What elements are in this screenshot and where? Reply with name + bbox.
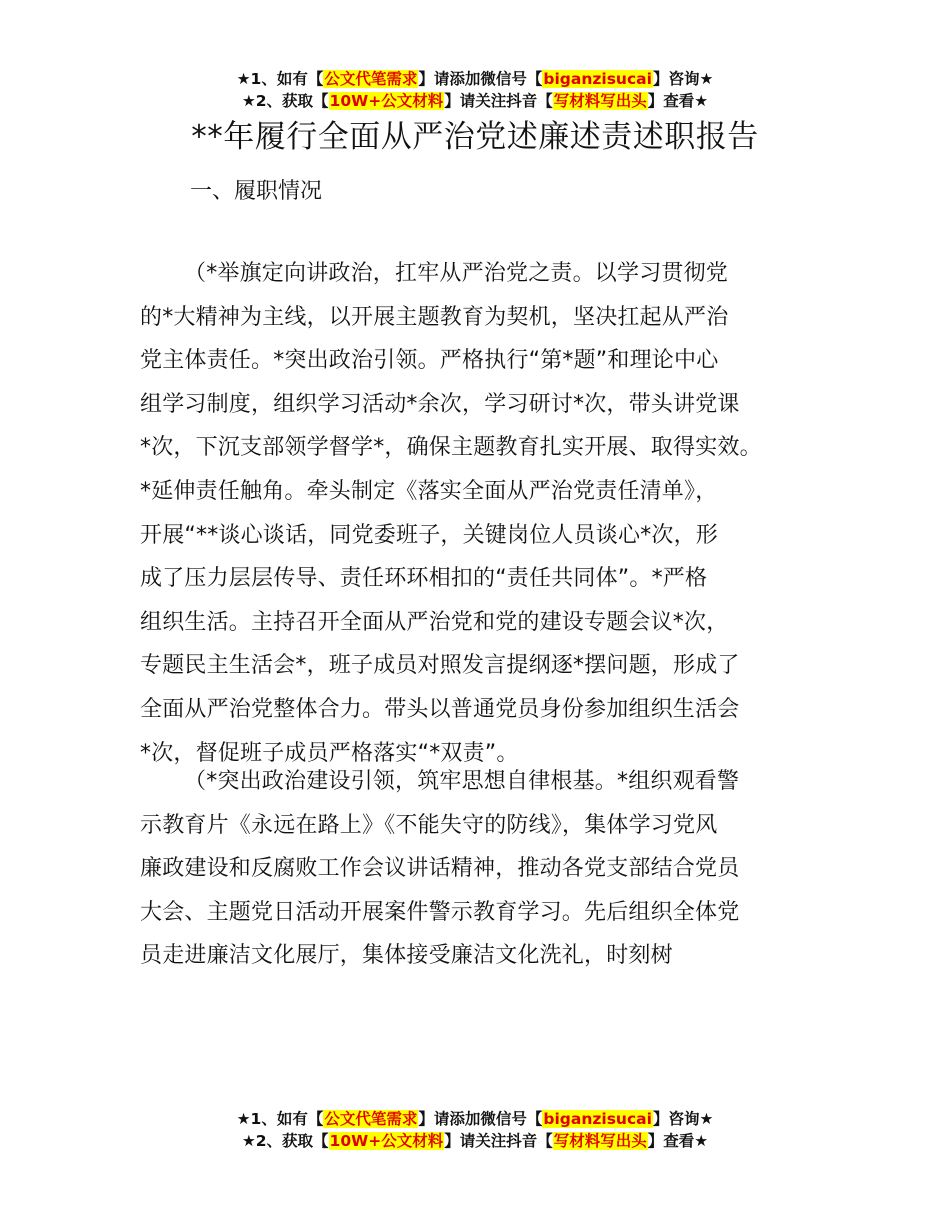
paragraph-line: （*突出政治建设引领，筑牢思想自律根基。*组织观看警 (184, 769, 740, 794)
highlight-douyin: 写材料写出头 (553, 1132, 647, 1150)
paragraph-line: 组学习制度，组织学习活动*余次，学习研讨*次，带头讲党课 (140, 391, 740, 417)
highlight-wechat-id: biganzisucai (543, 70, 652, 88)
highlight-ghostwriting: 公文代笔需求 (324, 70, 418, 88)
paragraph-line: 员走进廉洁文化展厅，集体接受廉洁文化洗礼，时刻树 (140, 943, 673, 969)
paragraph-line: *次，督促班子成员严格落实“*双责”。 (140, 740, 519, 766)
paragraph-line: 成了压力层层传导、责任环环相扣的“责任共同体”。*严格 (140, 566, 708, 592)
section-heading: 一、履职情况 (190, 179, 323, 204)
promo-banner-top (0, 68, 950, 112)
highlight-wechat-id: biganzisucai (543, 1110, 652, 1128)
paragraph-line: 廉政建设和反腐败工作会议讲话精神，推动各党支部结合党员 (140, 856, 740, 882)
highlight-materials: 10W+公文材料 (329, 1132, 444, 1150)
promo-banner-bottom (0, 1108, 950, 1152)
paragraph-line: 大会、主题党日活动开展案件警示教育学习。先后组织全体党 (140, 899, 740, 925)
promo-line-1: ★1、如有【公文代笔需求】请添加微信号【biganzisucai】咨询★ (236, 1110, 714, 1128)
paragraph-1 (140, 252, 830, 775)
promo-line-2: ★2、获取【10W+公文材料】请关注抖音【写材料写出头】查看★ (241, 1132, 709, 1150)
promo-line-2: ★2、获取【10W+公文材料】请关注抖音【写材料写出头】查看★ (241, 92, 709, 110)
highlight-douyin: 写材料写出头 (553, 92, 647, 110)
paragraph-2 (140, 760, 830, 978)
paragraph-line: （*举旗定向讲政治，扛牢从严治党之责。以学习贯彻党 (184, 261, 729, 286)
paragraph-line: 开展“**谈心谈话，同党委班子，关键岗位人员谈心*次，形 (140, 522, 718, 548)
paragraph-line: 的*大精神为主线，以开展主题教育为契机，坚决扛起从严治 (140, 304, 729, 330)
highlight-ghostwriting: 公文代笔需求 (324, 1110, 418, 1128)
promo-line-1: ★1、如有【公文代笔需求】请添加微信号【biganzisucai】咨询★ (236, 70, 714, 88)
paragraph-line: 组织生活。主持召开全面从严治党和党的建设专题会议*次， (140, 609, 729, 635)
paragraph-line: *延伸责任触角。牵头制定《落实全面从严治党责任清单》， (140, 478, 718, 504)
paragraph-line: 全面从严治党整体合力。带头以普通党员身份参加组织生活会 (140, 696, 740, 722)
paragraph-line: 示教育片《永远在路上》《不能失守的防线》，集体学习党风 (140, 812, 718, 838)
paragraph-line: *次，下沉支部领学督学*，确保主题教育扎实开展、取得实效。 (140, 435, 762, 461)
highlight-materials: 10W+公文材料 (329, 92, 444, 110)
paragraph-line: 专题民主生活会*，班子成员对照发言提纲逐*摆问题，形成了 (140, 653, 740, 679)
document-title: **年履行全面从严治党述廉述责述职报告 (191, 119, 759, 155)
paragraph-line: 党主体责任。*突出政治引领。严格执行“第*题”和理论中心 (140, 348, 719, 374)
